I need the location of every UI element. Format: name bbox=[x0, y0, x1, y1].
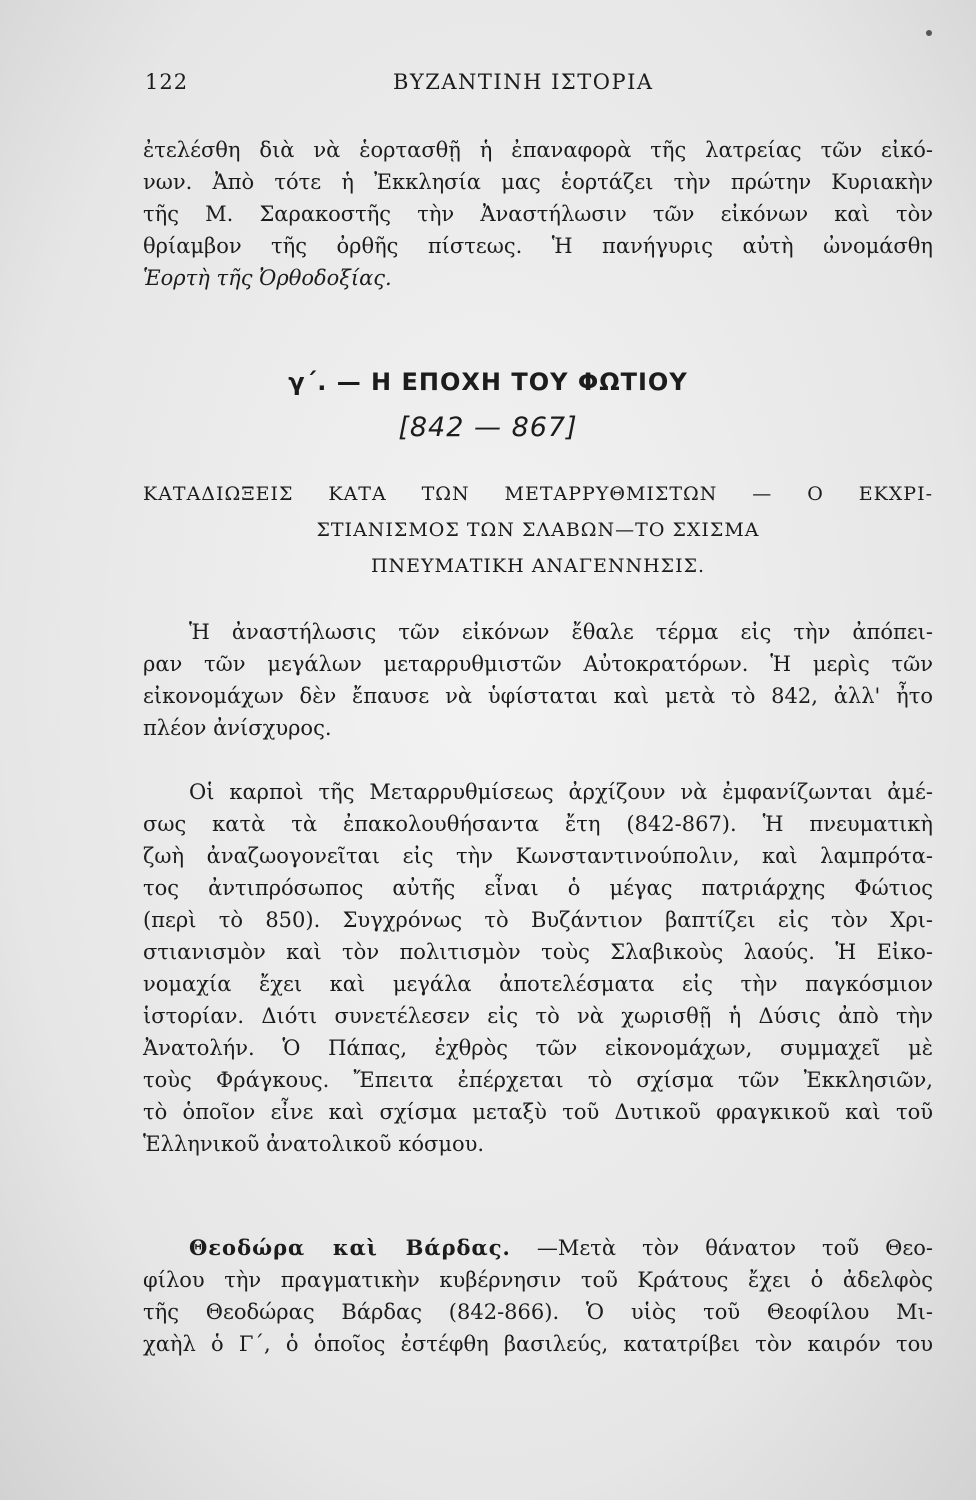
paragraph-theodora-bardas bbox=[143, 1232, 933, 1360]
text-line: ἱστορίαν. Διότι συνετέλεσεν εἰς τὸ νὰ χωρισθῇ ἡ Δύσις ἀπὸ τὴν bbox=[143, 1004, 933, 1028]
paragraph-restoration bbox=[143, 616, 933, 744]
chapter-summary bbox=[143, 476, 933, 584]
text-line bbox=[143, 262, 933, 294]
paragraph-fruits-of-reform bbox=[143, 776, 933, 1160]
section-lead: Θεοδώρα καὶ Βάρδας. bbox=[189, 1235, 511, 1260]
text-line: νων. Ἀπὸ τότε ἡ Ἐκκλησία μας ἑορτάζει τὴν πρώτην Κυριακὴν bbox=[143, 170, 933, 194]
summary-line: ΚΑΤΑΔΙΩΞΕΙΣ ΚΑΤΑ ΤΩΝ ΜΕΤΑΡΡΥΘΜΙΣΤΩΝ — Ο ΕΚΧΡΙ- bbox=[143, 483, 933, 505]
text-line: Ἀνατολήν. Ὁ Πάπας, ἐχθρὸς τῶν εἰκονομάχων, συμμαχεῖ μὲ bbox=[143, 1036, 933, 1060]
text-line: τὸ ὁποῖον εἶνε καὶ σχίσμα μεταξὺ τοῦ Δυτικοῦ φραγκικοῦ καὶ τοῦ bbox=[143, 1100, 933, 1124]
text-line bbox=[143, 1232, 933, 1264]
text-line: φίλου τὴν πραγματικὴν κυβέρνησιν τοῦ Κράτους ἔχει ὁ ἀδελφὸς bbox=[143, 1268, 933, 1292]
summary-line: ΣΤΙΑΝΙΣΜΟΣ ΤΩΝ ΣΛΑΒΩΝ—ΤΟ ΣΧΙΣΜΑ bbox=[316, 519, 760, 541]
text-line: νομαχία ἔχει καὶ μεγάλα ἀποτελέσματα εἰς τὴν παγκόσμιον bbox=[143, 972, 933, 996]
text-line: Οἱ καρποὶ τῆς Μεταρρυθμίσεως ἀρχίζουν νὰ ἐμφανίζωνται ἀμέ- bbox=[189, 780, 933, 804]
text-line: τος ἀντιπρόσωπος αὐτῆς εἶναι ὁ μέγας πατριάρχης Φώτιος bbox=[143, 876, 933, 900]
page-number: 122 bbox=[145, 70, 189, 94]
ink-dot bbox=[926, 30, 932, 36]
feast-name: Ἑορτὴ τῆς Ὀρθοδοξίας. bbox=[143, 266, 392, 290]
text-line: ραν τῶν μεγάλων μεταρρυθμιστῶν Αὐτοκρατόρων. Ἡ μερὶς τῶν bbox=[143, 652, 933, 676]
intro-paragraph bbox=[143, 134, 933, 294]
summary-line: ΠΝΕΥΜΑΤΙΚΗ ΑΝΑΓΕΝΝΗΣΙΣ. bbox=[370, 555, 706, 577]
text-line: (περὶ τὸ 850). Συγχρόνως τὸ Βυζάντιον βαπτίζει εἰς τὸν Χρι- bbox=[143, 908, 933, 932]
chapter-dates: [842 — 867] bbox=[398, 412, 578, 443]
text-line: Ἡ ἀναστήλωσις τῶν εἰκόνων ἔθαλε τέρμα εἰς τὴν ἀπόπει- bbox=[189, 620, 933, 644]
text-line: πλέον ἀνίσχυρος. bbox=[143, 716, 332, 740]
text-line: θρίαμβον τῆς ὀρθῆς πίστεως. Ἡ πανήγυρις αὐτὴ ὠνομάσθη bbox=[143, 234, 933, 258]
text-line: σως κατὰ τὰ ἐπακολουθήσαντα ἔτη (842-867). Ἡ πνευματικὴ bbox=[143, 812, 933, 836]
lead-continuation: —Μετὰ τὸν θάνατον τοῦ Θεο- bbox=[510, 1236, 933, 1260]
text-line: Ἑλληνικοῦ ἀνατολικοῦ κόσμου. bbox=[143, 1132, 485, 1156]
text-line: τοὺς Φράγκους. Ἔπειτα ἐπέρχεται τὸ σχίσμα τῶν Ἐκκλησιῶν, bbox=[143, 1068, 933, 1092]
text-line: εἰκονομάχων δὲν ἔπαυσε νὰ ὑφίσταται καὶ μετὰ τὸ 842, ἀλλ' ἦτο bbox=[143, 684, 933, 708]
running-head bbox=[145, 70, 916, 110]
text-line: τῆς Μ. Σαρακοστῆς τὴν Ἀναστήλωσιν τῶν εἰκόνων καὶ τὸν bbox=[143, 202, 933, 226]
running-title: ΒΥΖΑΝΤΙΝΗ ΙΣΤΟΡΙΑ bbox=[393, 70, 654, 94]
text-line: ζωὴ ἀναζωογονεῖται εἰς τὴν Κωνσταντινούπολιν, καὶ λαμπρότα- bbox=[143, 844, 933, 868]
text-line: τῆς Θεοδώρας Βάρδας (842-866). Ὁ υἱὸς τοῦ Θεοφίλου Μι- bbox=[143, 1300, 933, 1324]
chapter-heading: γ΄. — Η ΕΠΟΧΗ ΤΟΥ ΦΩΤΙΟΥ bbox=[288, 368, 688, 396]
text-line: χαὴλ ὁ Γ΄, ὁ ὁποῖος ἐστέφθη βασιλεύς, κατατρίβει τὸν καιρόν του bbox=[143, 1332, 933, 1356]
text-line: ἐτελέσθη διὰ νὰ ἑορτασθῇ ἡ ἐπαναφορὰ τῆς λατρείας τῶν εἰκό- bbox=[143, 138, 933, 162]
text-line: στιανισμὸν καὶ τὸν πολιτισμὸν τοὺς Σλαβικοὺς λαούς. Ἡ Εἰκο- bbox=[143, 940, 933, 964]
